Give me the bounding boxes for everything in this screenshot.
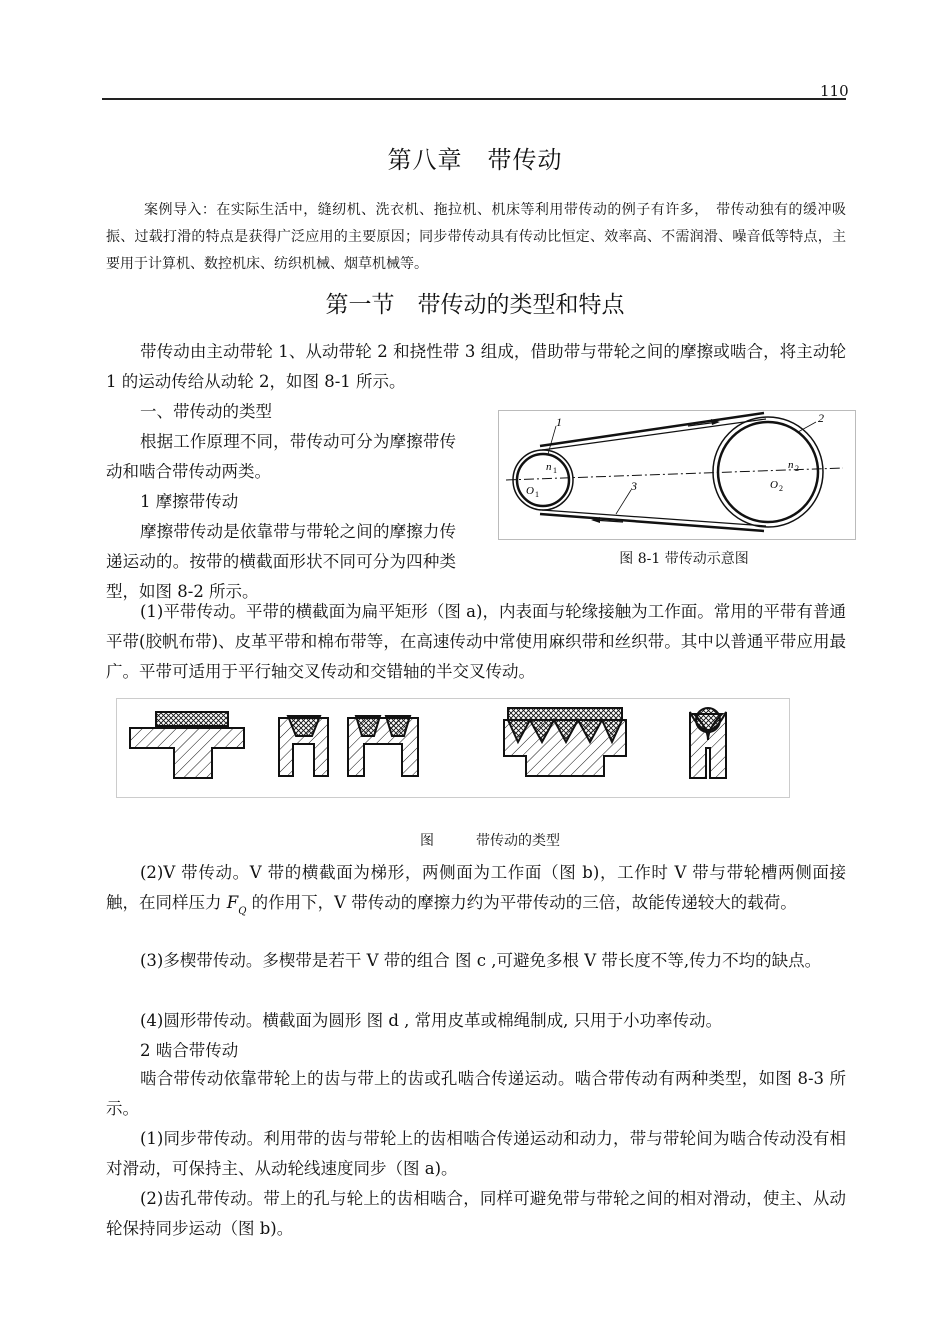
round-belt-section: [690, 708, 726, 778]
label-n2-sub: 2: [795, 464, 799, 473]
page-number: 110: [820, 82, 849, 100]
paragraph-composition: 带传动由主动带轮 1、从动带轮 2 和挠性带 3 组成，借助带与带轮之间的摩擦或啮合，将主动轮 1 的运动传给从动轮 2，如图 8-1 所示。: [106, 342, 846, 391]
multi-rib-belt-section: [504, 708, 626, 776]
label-o2-sub: 2: [779, 484, 783, 493]
v-belt-text-b: 的作用下，V 带传动的摩擦力约为平带传动的三倍，故能传递较大的载荷。: [246, 893, 797, 912]
figure-title: 带传动的类型: [476, 833, 560, 849]
label-belt-3: 3: [631, 479, 637, 493]
paragraph-perforated: (2)齿孔带传动。带上的孔与轮上的齿相啮合，同样可避免带与带轮之间的相对滑动，使主、从动轮保持同步运动（图 b)。: [106, 1189, 846, 1238]
v-belt-section: [279, 716, 328, 776]
label-o1-sub: 1: [535, 490, 539, 499]
heading-friction: 1 摩擦带传动: [140, 492, 239, 511]
label-o2: O: [770, 479, 778, 491]
label-o1: O: [526, 485, 534, 497]
heading-types: 一、带传动的类型: [140, 402, 272, 421]
figure-8-1-caption: 图 8-1 带传动示意图: [619, 551, 749, 567]
belt-drive-diagram: [498, 410, 856, 540]
paragraph-multi-rib: (3)多楔带传动。多楔带是若干 V 带的组合 图 c ,可避免多根 V 带长度不等,传力不均的缺点。: [140, 951, 822, 970]
paragraph-round-belt: (4)圆形带传动。横截面为圆形 图 d , 常用皮革或棉绳制成, 只用于小功率传动。: [140, 1011, 723, 1030]
force-symbol: F: [226, 893, 239, 912]
flat-belt-section: [130, 712, 244, 778]
force-subscript: Q: [238, 906, 247, 917]
label-n1-sub: 1: [553, 466, 557, 475]
chapter-title: 第八章 带传动: [387, 146, 563, 174]
heading-meshing: 2 啮合带传动: [140, 1041, 239, 1060]
paragraph-meshing: 啮合带传动依靠带轮上的齿与带上的齿或孔啮合传递运动。啮合带传动有两种类型，如图 8-3 所示。: [106, 1069, 846, 1118]
intro-paragraph: 案例导入：在实际生活中，缝纫机、洗衣机、拖拉机、机床等利用带传动的例子有许多， 带传动独有的缓冲吸振、过载打滑的特点是获得广泛应用的主要原因；同步带传动具有传动比恒定、效率高、不需润滑、噪音低等特点，主要用于计算机、数控机床、纺织机械、烟草机械等。: [106, 202, 846, 272]
belt-types-diagram: [116, 698, 790, 798]
label-n1: n: [546, 461, 552, 473]
label-belt-1: 1: [556, 415, 562, 429]
label-n2: n: [788, 459, 794, 471]
v-belt-text-a: (2)V 带传动。V 带的横截面为梯形，两侧面为工作面（图 b)，工作时 V 带与带轮槽两侧面接触，在同样压力: [106, 863, 846, 912]
paragraph-friction: 摩擦带传动是依靠带与带轮之间的摩擦力传递运动的。按带的横截面形状不同可分为四种类型，如图 8-2 所示。: [106, 522, 456, 601]
figure-label: 图: [420, 833, 434, 849]
figure-8-2-caption: [380, 830, 600, 850]
paragraph-v-belt: [106, 858, 846, 927]
section-title: 第一节 带传动的类型和特点: [325, 292, 625, 318]
header-rule: [102, 98, 846, 100]
v-belt-section-2: [348, 716, 418, 776]
paragraph-classification: 根据工作原理不同，带传动可分为摩擦带传动和啮合带传动两类。: [106, 432, 456, 481]
label-belt-2: 2: [818, 411, 824, 425]
paragraph-flat-belt: (1)平带传动。平带的横截面为扁平矩形（图 a)，内表面与轮缘接触为工作面。常用的平带有普通平带(胶帆布带)、皮革平带和棉布带等，在高速传动中常使用麻织带和丝织带。其中以普通平带应用最广。平带可适用于平行轴交叉传动和交错轴的半交叉传动。: [106, 602, 846, 681]
paragraph-synchronous: (1)同步带传动。利用带的齿与带轮上的齿相啮合传递运动和动力，带与带轮间为啮合传动没有相对滑动，可保持主、从动轮线速度同步（图 a)。: [106, 1129, 846, 1178]
